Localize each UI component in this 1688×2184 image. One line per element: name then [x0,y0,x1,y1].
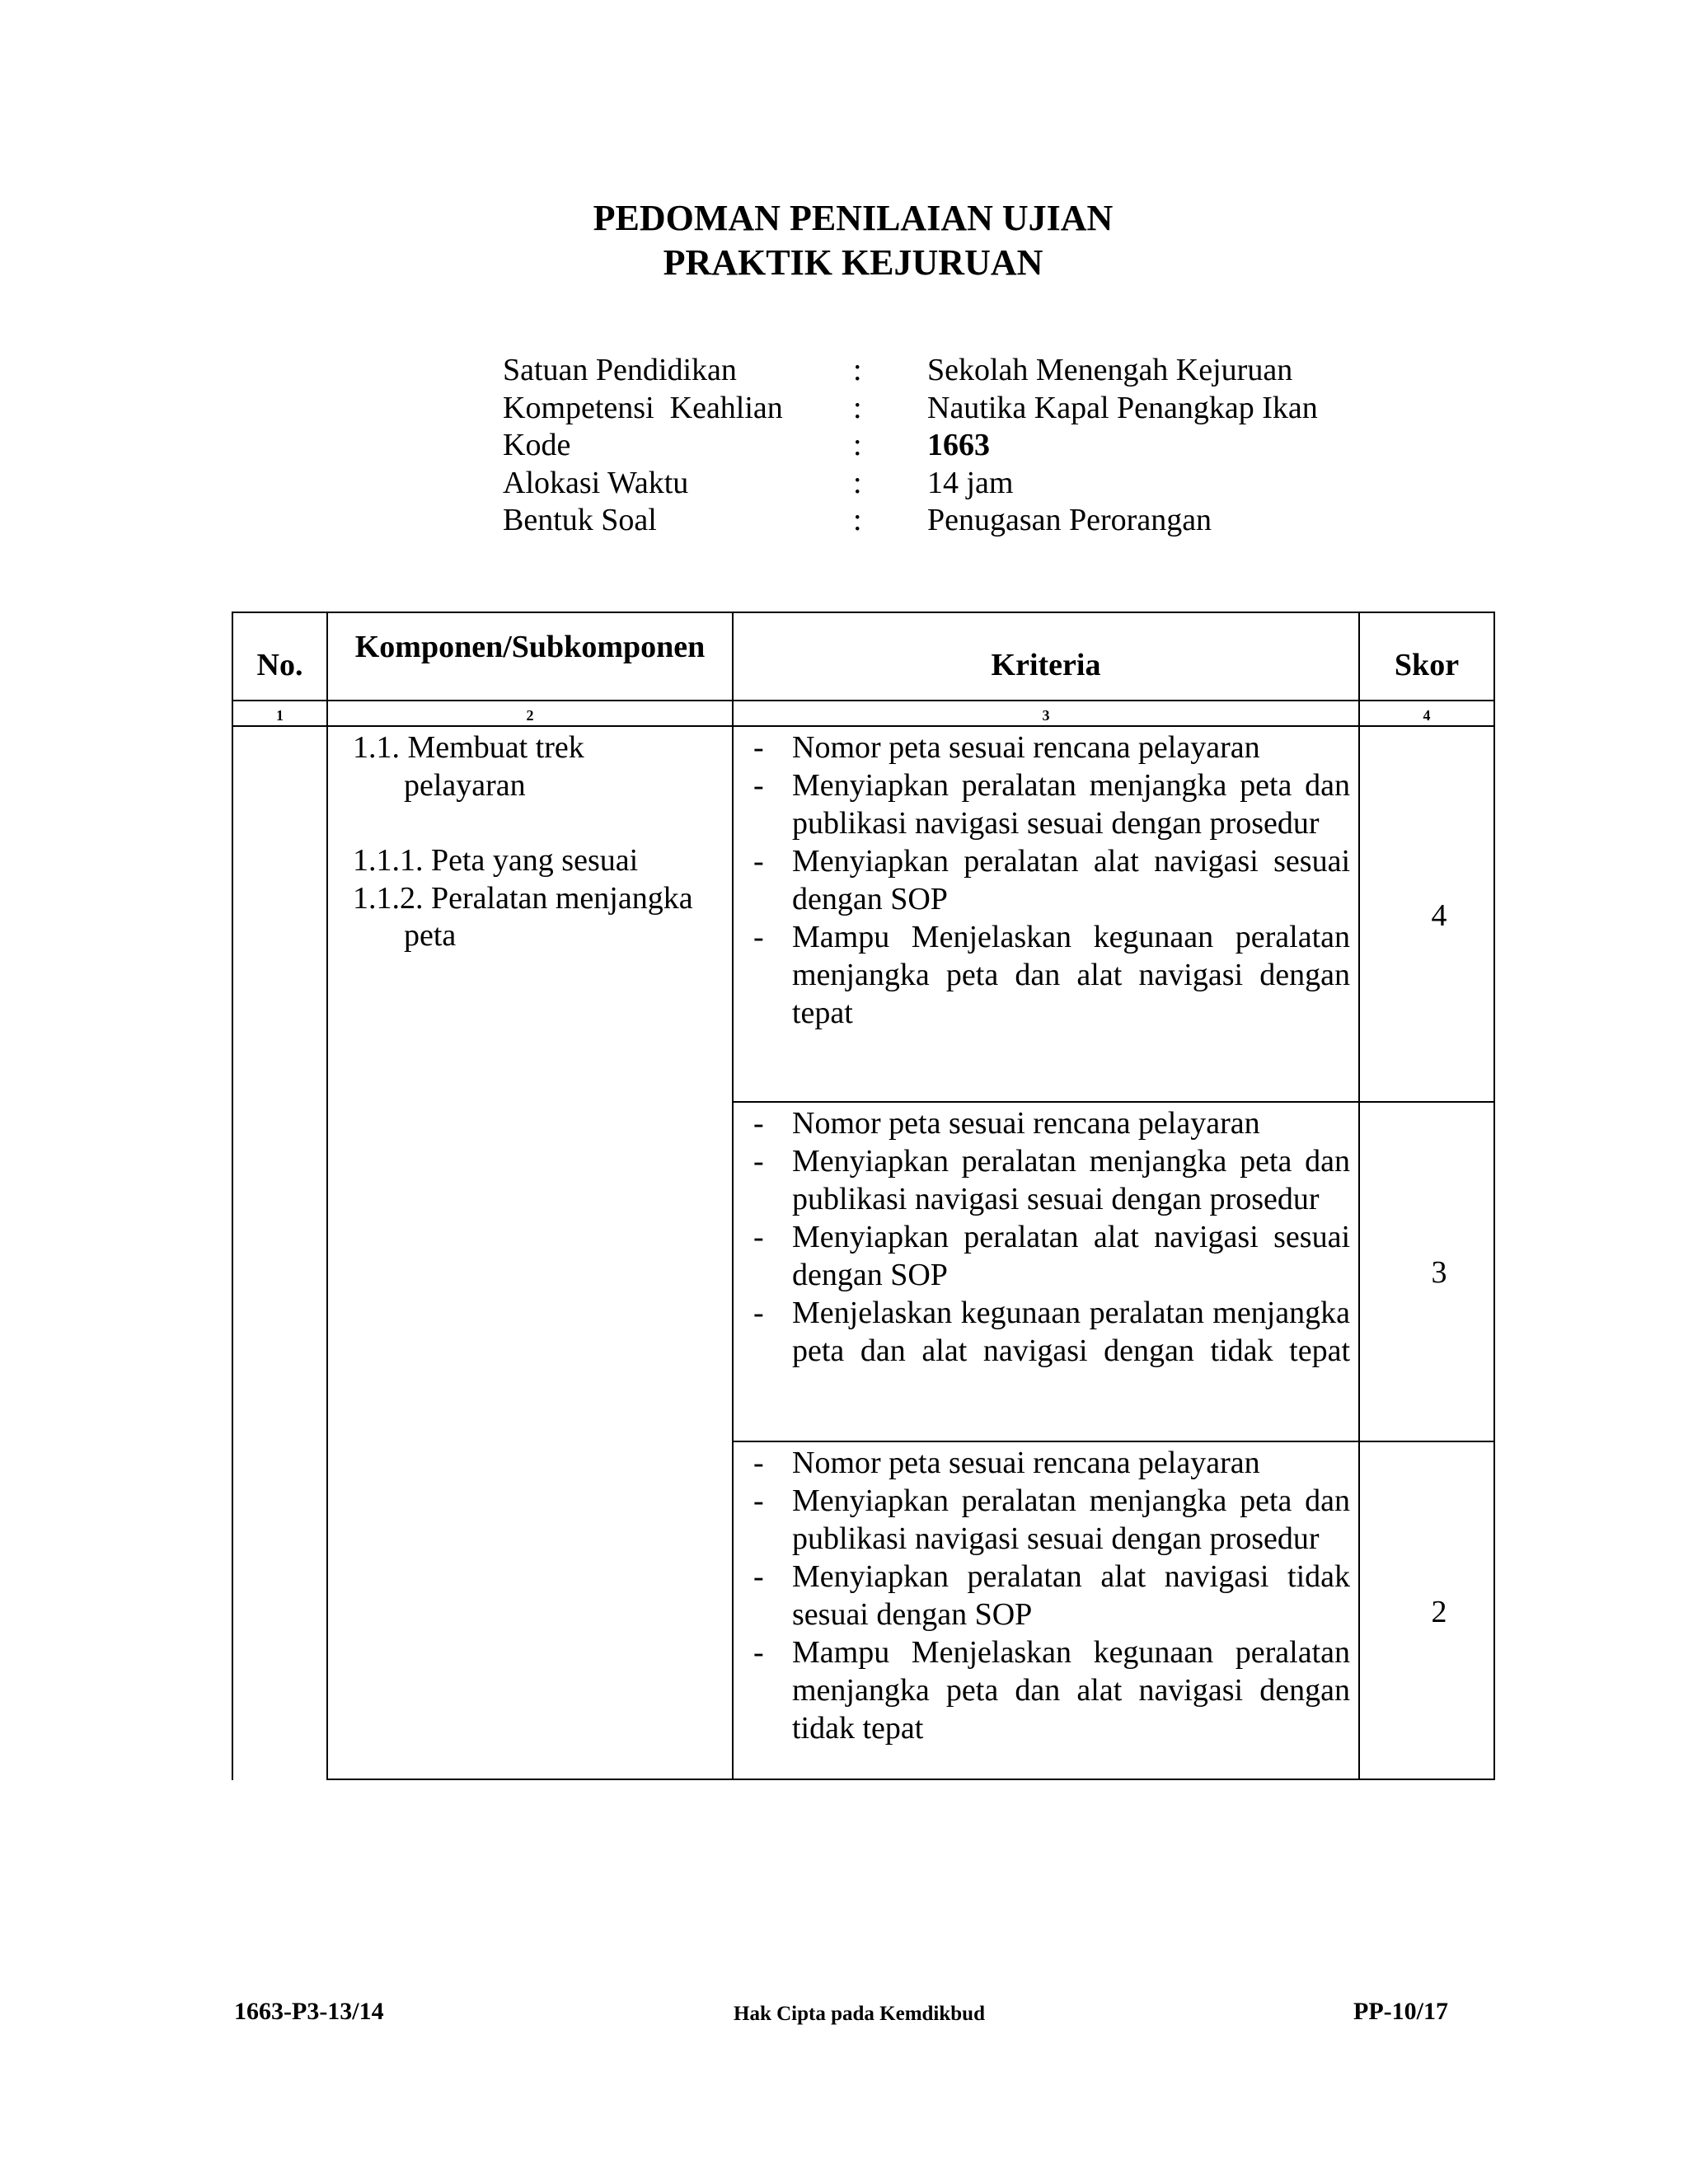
table-border [326,1779,1495,1780]
table-border [732,1441,1495,1442]
component-title: 1.1. Membuat trek [353,730,584,765]
criteria-item: - Menjelaskan kegunaan peralatan menjangka peta dan alat navigasi dengan tidak tepat [753,1296,1350,1368]
subcomponent-2-cont: peta [404,918,457,953]
info-colon: : [853,503,862,537]
table-border [232,612,1495,613]
footer-copyright: Hak Cipta pada Kemdikbud [734,2003,985,2025]
table-border [732,1101,1495,1103]
column-number: 2 [526,707,534,724]
info-value: Sekolah Menengah Kejuruan [927,353,1293,387]
header-skor: Skor [1394,648,1460,682]
document-title-line1: PEDOMAN PENILAIAN UJIAN [593,198,1114,238]
criteria-item: - Menyiapkan peralatan menjangka peta dan publikasi navigasi sesuai dengan prosedur [753,1483,1350,1556]
table-border [1358,612,1360,1780]
column-number: 4 [1423,707,1431,724]
header-komponen: Komponen/Subkomponen [354,630,706,664]
score-value: 2 [1431,1595,1447,1629]
criteria-item: - Menyiapkan peralatan alat navigasi tidak sesuai dengan SOP [753,1559,1350,1632]
info-label: Kode [503,428,571,462]
criteria-list-score-4 [747,729,1350,1032]
criteria-item: - Menyiapkan peralatan menjangka peta dan publikasi navigasi sesuai dengan prosedur [753,1144,1350,1216]
subcomponent-2: 1.1.2. Peralatan menjangka [353,881,693,916]
info-label: Satuan Pendidikan [503,353,737,387]
table-border [732,612,734,1780]
table-border [232,700,1495,701]
info-label: Kompetensi Keahlian [503,391,783,425]
info-value: Penugasan Perorangan [927,503,1212,537]
criteria-item: - Mampu Menjelaskan kegunaan peralatan menjangka peta dan alat navigasi dengan tepat [753,920,1350,1030]
score-value: 3 [1431,1255,1447,1290]
document-title-line2: PRAKTIK KEJURUAN [663,242,1043,283]
footer-page-number: PP-10/17 [1353,1998,1448,2025]
table-border [232,612,233,1780]
criteria-item: - Nomor peta sesuai rencana pelayaran [753,1106,1260,1141]
info-value: 14 jam [927,466,1014,500]
subcomponent-1: 1.1.1. Peta yang sesuai [353,843,639,878]
info-value: 1663 [927,428,990,462]
footer-document-code: 1663-P3-13/14 [234,1998,384,2025]
info-label: Alokasi Waktu [503,466,689,500]
criteria-item: - Nomor peta sesuai rencana pelayaran [753,1446,1260,1480]
criteria-list-score-3 [747,1104,1350,1370]
criteria-item: - Menyiapkan peralatan alat navigasi sesuai dengan SOP [753,844,1350,916]
header-no: No. [256,648,303,682]
component-title-cont: pelayaran [404,768,526,803]
criteria-list-score-2 [747,1444,1350,1747]
criteria-item: - Mampu Menjelaskan kegunaan peralatan menjangka peta dan alat navigasi dengan tidak tepat [753,1635,1350,1746]
info-label: Bentuk Soal [503,503,657,537]
column-number: 1 [276,707,284,724]
info-colon: : [853,428,862,462]
info-colon: : [853,466,862,500]
criteria-item: - Nomor peta sesuai rencana pelayaran [753,730,1260,765]
header-kriteria: Kriteria [991,648,1101,682]
table-border [232,725,1495,727]
info-value: Nautika Kapal Penangkap Ikan [927,391,1318,425]
criteria-item: - Menyiapkan peralatan menjangka peta dan publikasi navigasi sesuai dengan prosedur [753,768,1350,841]
score-value: 4 [1431,898,1447,933]
column-number: 3 [1042,707,1050,724]
table-border [326,612,328,1780]
info-colon: : [853,391,862,425]
criteria-item: - Menyiapkan peralatan alat navigasi sesuai dengan SOP [753,1220,1350,1292]
info-colon: : [853,353,862,387]
